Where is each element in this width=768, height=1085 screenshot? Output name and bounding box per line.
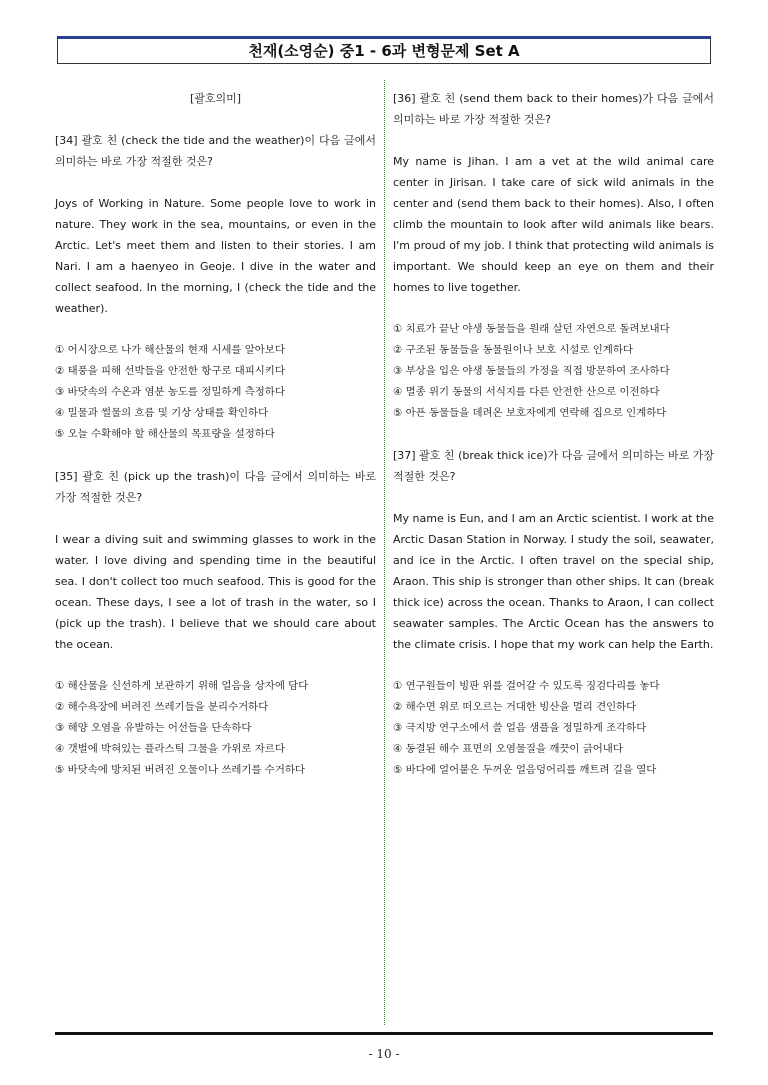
option-3: ③ 극지방 연구소에서 쓸 얼음 샘플을 정밀하게 조각하다	[393, 722, 647, 734]
section-label: [괄호의미]	[189, 92, 242, 105]
option-5: ⑤ 바다에 얼어붙은 두꺼운 얼음덩어리를 깨트려 길을 열다	[393, 764, 657, 776]
right-column	[393, 88, 714, 781]
question-heading: [34] 괄호 친 (check the tide and the weather)이 다음 글에서 의미하는 바로 가장 적절한 것은?	[55, 134, 376, 168]
question-passage: My name is Eun, and I am an Arctic scientist. I work at the Arctic Dasan Station in Norway. I study the soil, seawater, and ice in the Arctic. I often travel on the special ship, Araon. This ship is stronger than other ships. It can (break thick ice) across the ocean. Thanks to Araon, I can collect seawater samples. The Arctic Ocean has the answers to the climate crisis. I hope that my work can help the Earth.	[393, 512, 714, 651]
question-heading: [37] 괄호 친 (break thick ice)가 다음 글에서 의미하는 바로 가장 적절한 것은?	[393, 449, 714, 483]
option-list	[393, 319, 714, 424]
option-4: ④ 밀물과 썰물의 흐름 및 기상 상태를 확인하다	[55, 407, 269, 419]
question-35	[55, 466, 376, 781]
bottom-rule	[55, 1032, 713, 1035]
question-passage: I wear a diving suit and swimming glasses to work in the water. I love diving and spending time in the beautiful sea. I don't collect too much seafood. This is good for the ocean. These days, I see a lot of trash in the water, so I (pick up the trash). I believe that we should care about the ocean.	[55, 533, 376, 651]
option-3: ③ 부상을 입은 야생 동물들의 가정을 직접 방문하여 조사하다	[393, 365, 670, 377]
column-divider	[384, 80, 385, 1025]
option-5: ⑤ 아픈 동물들을 데려온 보호자에게 연락해 집으로 인계하다	[393, 407, 667, 419]
option-3: ③ 해양 오염을 유발하는 어선들을 단속하다	[55, 722, 252, 734]
page-title: 천재(소영순) 중1 - 6과 변형문제 Set A	[248, 42, 520, 60]
question-heading: [36] 괄호 친 (send them back to their homes)가 다음 글에서 의미하는 바로 가장 적절한 것은?	[393, 92, 714, 126]
left-column	[55, 88, 376, 781]
question-passage: Joys of Working in Nature. Some people love to work in nature. They work in the sea, mountains, or even in the Arctic. Let's meet them and listen to their stories. I am Nari. I am a haenyeo in Geoje. I dive in the water and collect seafood. In the morning, I (check the tide and the weather).	[55, 197, 376, 315]
option-4: ④ 갯벌에 박혀있는 플라스틱 그물을 가위로 자르다	[55, 743, 285, 755]
page-number: - 10 -	[368, 1047, 400, 1061]
option-2: ② 태풍을 피해 선박들을 안전한 항구로 대피시키다	[55, 365, 285, 377]
option-1: ① 어시장으로 나가 해산물의 현재 시세를 알아보다	[55, 344, 285, 356]
question-heading: [35] 괄호 친 (pick up the trash)이 다음 글에서 의미하는 바로 가장 적절한 것은?	[55, 470, 376, 504]
option-list	[393, 676, 714, 781]
option-2: ② 해수면 위로 떠오르는 거대한 빙산을 멀리 견인하다	[393, 701, 637, 713]
option-list	[55, 340, 376, 445]
question-passage: My name is Jihan. I am a vet at the wild animal care center in Jirisan. I take care of sick wild animals in the center and (send them back to their homes). Also, I often climb the mountain to look after wild animals like bears. I'm proud of my job. I think that protecting wild animals is important. We should keep an eye on them and their homes to live together.	[393, 155, 714, 294]
option-1: ① 치료가 끝난 야생 동물들을 원래 살던 자연으로 돌려보내다	[393, 323, 670, 335]
question-34	[55, 130, 376, 445]
option-4: ④ 동결된 해수 표면의 오염물질을 깨끗이 긁어내다	[393, 743, 623, 755]
question-37	[393, 445, 714, 781]
option-1: ① 연구원들이 빙판 위를 걸어갈 수 있도록 징검다리를 놓다	[393, 680, 660, 692]
option-list	[55, 676, 376, 781]
option-2: ② 해수욕장에 버려진 쓰레기들을 분리수거하다	[55, 701, 269, 713]
option-2: ② 구조된 동물들을 동물원이나 보호 시설로 인계하다	[393, 344, 633, 356]
question-36	[393, 88, 714, 424]
option-3: ③ 바닷속의 수온과 염분 농도를 정밀하게 측정하다	[55, 386, 285, 398]
option-1: ① 해산물을 신선하게 보관하기 위해 얼음을 상자에 담다	[55, 680, 309, 692]
header-box	[57, 36, 711, 64]
option-5: ⑤ 오늘 수확해야 할 해산물의 목표량을 설정하다	[55, 428, 275, 440]
option-4: ④ 멸종 위기 동물의 서식지를 다른 안전한 산으로 이전하다	[393, 386, 660, 398]
option-5: ⑤ 바닷속에 방치된 버려진 오물이나 쓰레기를 수거하다	[55, 764, 305, 776]
